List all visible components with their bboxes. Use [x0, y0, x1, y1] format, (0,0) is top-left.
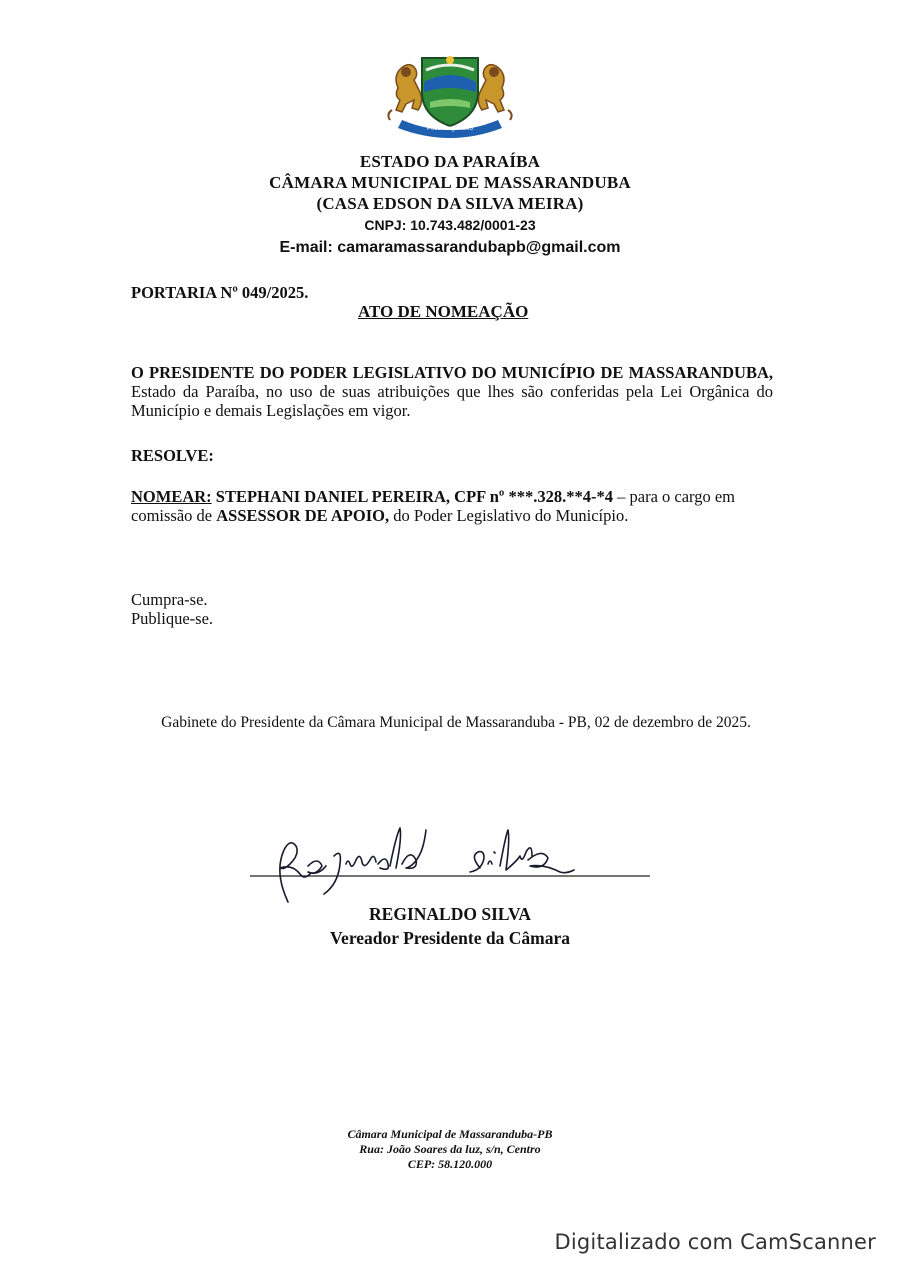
header-house: (CASA EDSON DA SILVA MEIRA): [316, 194, 584, 213]
coat-of-arms-icon: [380, 48, 520, 138]
footer-line-1: Câmara Municipal de Massaranduba-PB: [347, 1127, 553, 1141]
signer-role: Vereador Presidente da Câmara: [330, 928, 570, 948]
place-date: Gabinete do Presidente da Câmara Municipal de Massaranduba - PB, 02 de dezembro de 2025.: [161, 714, 751, 731]
preamble-bold: O PRESIDENTE DO PODER LEGISLATIVO DO MUNICÍPIO DE MASSARANDUBA,: [131, 363, 773, 382]
signer-name: REGINALDO SILVA: [369, 904, 531, 924]
portaria-number: PORTARIA Nº 049/2025.: [131, 283, 309, 302]
nomear-name: STEPHANI DANIEL PEREIRA, CPF nº ***.328.**4-*4: [211, 487, 613, 506]
seal-banner-text: Poder Legislativo: [426, 126, 474, 132]
nomear-role: ASSESSOR DE APOIO,: [216, 506, 390, 525]
cumpra-se: Cumpra-se.: [131, 590, 208, 609]
nomear-end: do Poder Legislativo do Município.: [389, 506, 629, 525]
document-title: ATO DE NOMEAÇÃO: [358, 302, 529, 321]
resolve-heading: RESOLVE:: [131, 446, 214, 465]
camscanner-watermark: Digitalizado com CamScanner: [554, 1230, 876, 1254]
footer-line-3: CEP: 58.120.000: [407, 1157, 493, 1171]
publique-se: Publique-se.: [131, 609, 214, 628]
nomear-mid: – para o cargo em comissão de: [131, 487, 736, 525]
nomear-label: NOMEAR:: [131, 487, 212, 506]
nomear-paragraph: [131, 487, 781, 525]
handwritten-signature: [250, 818, 660, 918]
right-lion-icon: [478, 65, 511, 120]
header-state: ESTADO DA PARAÍBA: [359, 152, 541, 171]
header-chamber: CÂMARA MUNICIPAL DE MASSARANDUBA: [269, 173, 631, 192]
footer-line-2: Rua: João Soares da luz, s/n, Centro: [359, 1142, 541, 1156]
preamble-rest: Estado da Paraíba, no uso de suas atribuições que lhes são conferidas pela Lei Orgânica do Município e demais Legislações em vigor.: [131, 382, 773, 420]
header-email: E-mail: camaramassarandubapb@gmail.com: [279, 239, 621, 256]
preamble-paragraph: [131, 363, 773, 420]
header-cnpj: CNPJ: 10.743.482/0001-23: [364, 217, 536, 233]
left-lion-icon: [388, 65, 421, 120]
